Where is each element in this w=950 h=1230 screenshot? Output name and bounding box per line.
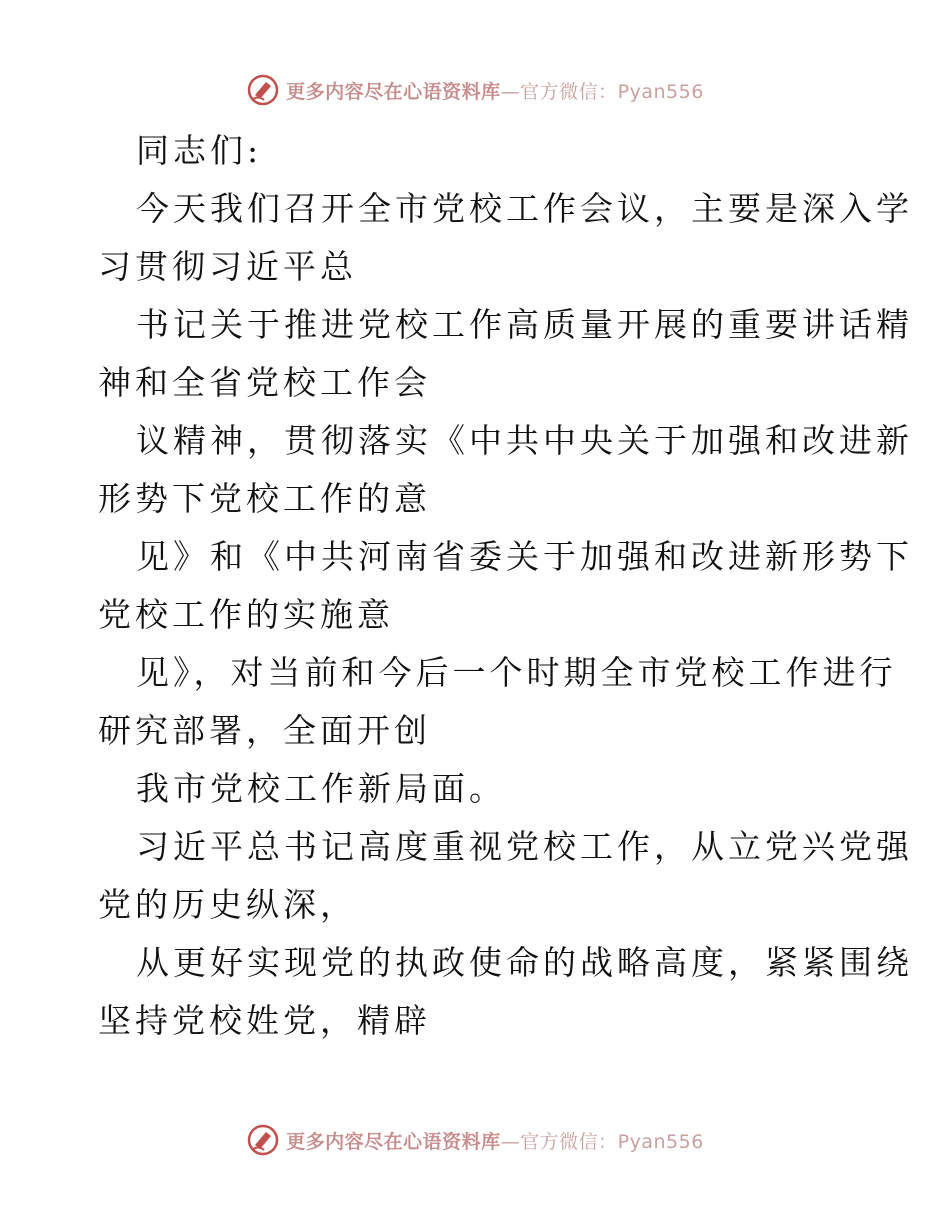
body-line: 从更好实现党的执政使命的战略高度，紧紧围绕	[136, 943, 913, 982]
body-line: 今天我们召开全市党校工作会议，主要是深入学	[136, 189, 913, 228]
footer-watermark-text	[286, 1127, 704, 1154]
body-line: 坚持党校姓党，精辟	[98, 1001, 431, 1040]
body-line: 同志们:	[136, 131, 263, 170]
body-line: 研究部署，全面开创	[98, 711, 431, 750]
document-body	[98, 122, 913, 1050]
body-line: 习贯彻习近平总	[98, 247, 357, 286]
body-line: 神和全省党校工作会	[98, 363, 431, 402]
body-line: 党校工作的实施意	[98, 595, 394, 634]
header-brand-text: 更多内容尽在心语资料库	[286, 80, 501, 103]
book-pen-logo-icon	[246, 73, 280, 107]
body-line: 党的历史纵深，	[98, 885, 357, 924]
body-line: 见》和《中共河南省委关于加强和改进新形势下	[136, 537, 913, 576]
body-line: 见》，对当前和今后一个时期全市党校工作进行	[136, 653, 897, 692]
footer-contact-text: —官方微信：Pyan556	[500, 1130, 704, 1153]
footer-brand-text: 更多内容尽在心语资料库	[286, 1130, 501, 1153]
body-line: 习近平总书记高度重视党校工作，从立党兴党强	[136, 827, 913, 866]
book-pen-logo-icon	[246, 1123, 280, 1157]
body-line: 我市党校工作新局面。	[136, 769, 506, 808]
body-line: 议精神，贯彻落实《中共中央关于加强和改进新	[136, 421, 913, 460]
header-watermark-text	[286, 77, 704, 104]
footer-watermark-banner	[0, 1120, 950, 1160]
body-line: 形势下党校工作的意	[98, 479, 431, 518]
header-watermark-banner	[0, 70, 950, 110]
header-contact-text: —官方微信：Pyan556	[500, 80, 704, 103]
body-line: 书记关于推进党校工作高质量开展的重要讲话精	[136, 305, 913, 344]
